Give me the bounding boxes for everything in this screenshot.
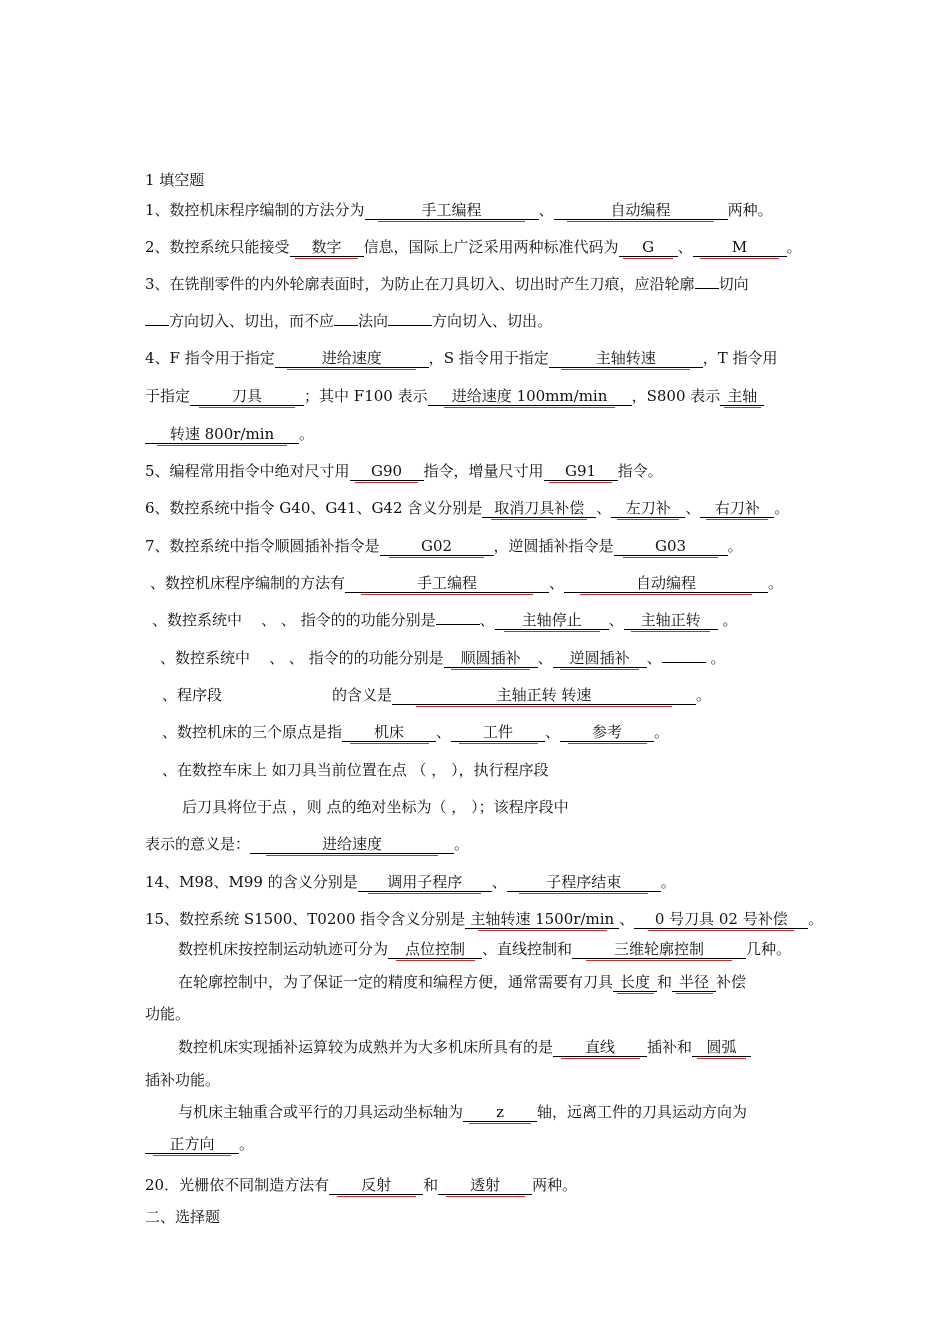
answer-blank: 数字 (290, 238, 364, 257)
question-13-line-2: 后刀具将位于点 ，则 点的绝对坐标为（ ， ）；该程序段中 (182, 798, 569, 816)
answer-blank: G02 (380, 537, 494, 556)
answer-blank: 刀具 (190, 387, 304, 406)
question-18-line-1: 数控机床实现插补运算较为成熟并为大多机床所具有的是 直线 插补和 圆弧 (178, 1037, 751, 1057)
question-6: 6、数控系统中指令 G40、G41、G42 含义分别是 取消刀具补偿 、 左刀补 、 右刀补 。 (145, 499, 790, 517)
question-16: 数控机床按控制运动轨迹可分为 点位控制 、直线控制和 三维轮廓控制 几种。 (178, 940, 792, 958)
answer-blank: 0 号刀具 02 号补偿 (634, 910, 808, 929)
answer-blank (662, 662, 706, 663)
answer-blank: G91 (544, 462, 618, 481)
answer-blank: 工件 (451, 723, 545, 742)
answer-blank: 主轴转速 1500r/min (465, 910, 619, 929)
question-8: 、数控机床程序编制的方法有 手工编程 、 自动编程 。 (150, 574, 784, 592)
answer-blank: 正方向 (145, 1135, 239, 1154)
question-18-line-2: 插补功能。 (145, 1071, 221, 1089)
answer-blank: G (619, 238, 678, 257)
answer-blank: 点位控制 (388, 940, 482, 959)
answer-blank: 自动编程 (554, 201, 728, 220)
answer-blank: 子程序结束 (507, 873, 661, 892)
answer-blank: 机床 (342, 723, 436, 742)
question-19-line-2: 正方向 。 (145, 1134, 254, 1154)
answer-blank: 主轴正转 转速 (392, 686, 696, 705)
question-13-line-1: 、在数控车床上 如刀具当前位置在点 （ ， ），执行程序段 (162, 761, 549, 779)
answer-blank: 进给速度 100mm/min (428, 387, 632, 406)
question-12: 、数控机床的三个原点是指 机床 、 工件 、 参考 。 (162, 723, 670, 741)
answer-blank: 顺圆插补 (444, 649, 538, 668)
answer-blank: 长度 (613, 973, 657, 992)
answer-blank: 自动编程 (564, 574, 768, 593)
section-2-heading: 二、选择题 (145, 1208, 221, 1226)
answer-blank: z (463, 1103, 537, 1122)
answer-blank (388, 325, 432, 326)
answer-blank: 半径 (672, 973, 716, 992)
question-17-line-2: 功能。 (145, 1005, 191, 1023)
answer-blank: 进给速度 (275, 349, 429, 368)
answer-blank: G03 (614, 537, 728, 556)
answer-blank: 右刀补 (700, 499, 774, 518)
question-3-line-2: 方向切入、切出，而不应 法向 方向切入、切出。 (145, 311, 552, 331)
answer-blank (334, 325, 358, 326)
question-1: 1、数控机床程序编制的方法分为 手工编程 、 自动编程 两种。 (145, 201, 773, 219)
answer-blank: 取消刀具补偿 (482, 499, 596, 518)
answer-blank: 透射 (438, 1176, 532, 1195)
question-20: 20．光栅依不同制造方法有 反射 和 透射 两种。 (145, 1176, 578, 1194)
answer-blank: 手工编程 (365, 201, 539, 220)
answer-blank: 逆圆插补 (553, 649, 647, 668)
answer-blank: 主轴 (720, 387, 764, 406)
question-4-line-3: 转速 800r/min 。 (145, 424, 314, 444)
answer-blank: 主轴停止 (495, 611, 609, 630)
answer-blank: 进给速度 (250, 835, 454, 854)
question-11: 、程序段 的含义是 主轴正转 转速 。 (162, 686, 712, 704)
question-9: 、数控系统中 、 、 指令的的功能分别是 、 主轴停止 、 主轴正转 。 (152, 611, 738, 629)
answer-blank (436, 624, 480, 625)
answer-blank: 左刀补 (611, 499, 685, 518)
question-2: 2、数控系统只能接受 数字 信息，国际上广泛采用两种标准代码为 G 、 M 。 (145, 238, 802, 256)
question-15: 15、数控系统 S1500、T0200 指令含义分别是 主轴转速 1500r/min 、 0 号刀具 02 号补偿 。 (145, 910, 824, 928)
answer-blank: 手工编程 (345, 574, 549, 593)
question-19-line-1: 与机床主轴重合或平行的刀具运动坐标轴为 z 轴，远离工件的刀具运动方向为 (178, 1103, 748, 1121)
answer-blank: 转速 800r/min (145, 425, 299, 444)
answer-blank: G90 (350, 462, 424, 481)
question-4-line-2: 于指定 刀具 ；其中 F100 表示 进给速度 100mm/min ，S800 表示 主轴 (145, 386, 764, 406)
question-10: 、数控系统中 、 、 指令的的功能分别是 顺圆插补 、 逆圆插补 、 。 (160, 649, 726, 667)
question-14: 14、M98、M99 的含义分别是 调用子程序 、 子程序结束 。 (145, 873, 676, 891)
question-13-line-3: 表示的意义是： 进给速度 。 (145, 835, 470, 853)
answer-blank: 反射 (329, 1176, 423, 1195)
question-5: 5、编程常用指令中绝对尺寸用 G90 指令，增量尺寸用 G91 指令。 (145, 462, 663, 480)
question-7: 7、数控系统中指令顺圆插补指令是 G02 ，逆圆插补指令是 G03 。 (145, 537, 743, 555)
answer-blank: 参考 (560, 723, 654, 742)
section-heading: 1 填空题 (145, 171, 205, 189)
question-4-line-1: 4、F 指令用于指定 进给速度 ，S 指令用于指定 主轴转速 ，T 指令用 (145, 349, 778, 367)
answer-blank: 主轴转速 (549, 349, 703, 368)
answer-blank: 圆弧 (692, 1038, 751, 1057)
answer-blank (145, 325, 169, 326)
question-3-line-1: 3、在铣削零件的内外轮廓表面时，为防止在刀具切入、切出时产生刀痕，应沿轮廓 切向 (145, 275, 749, 293)
answer-blank: 三维轮廓控制 (572, 940, 746, 959)
answer-blank: M (693, 238, 787, 257)
question-17-line-1: 在轮廓控制中，为了保证一定的精度和编程方便，通常需要有刀具 长度 和 半径 补偿 (178, 973, 747, 991)
answer-blank: 直线 (553, 1038, 647, 1057)
answer-blank: 调用子程序 (358, 873, 492, 892)
answer-blank: 主轴正转 (624, 611, 718, 630)
answer-blank (695, 288, 719, 289)
